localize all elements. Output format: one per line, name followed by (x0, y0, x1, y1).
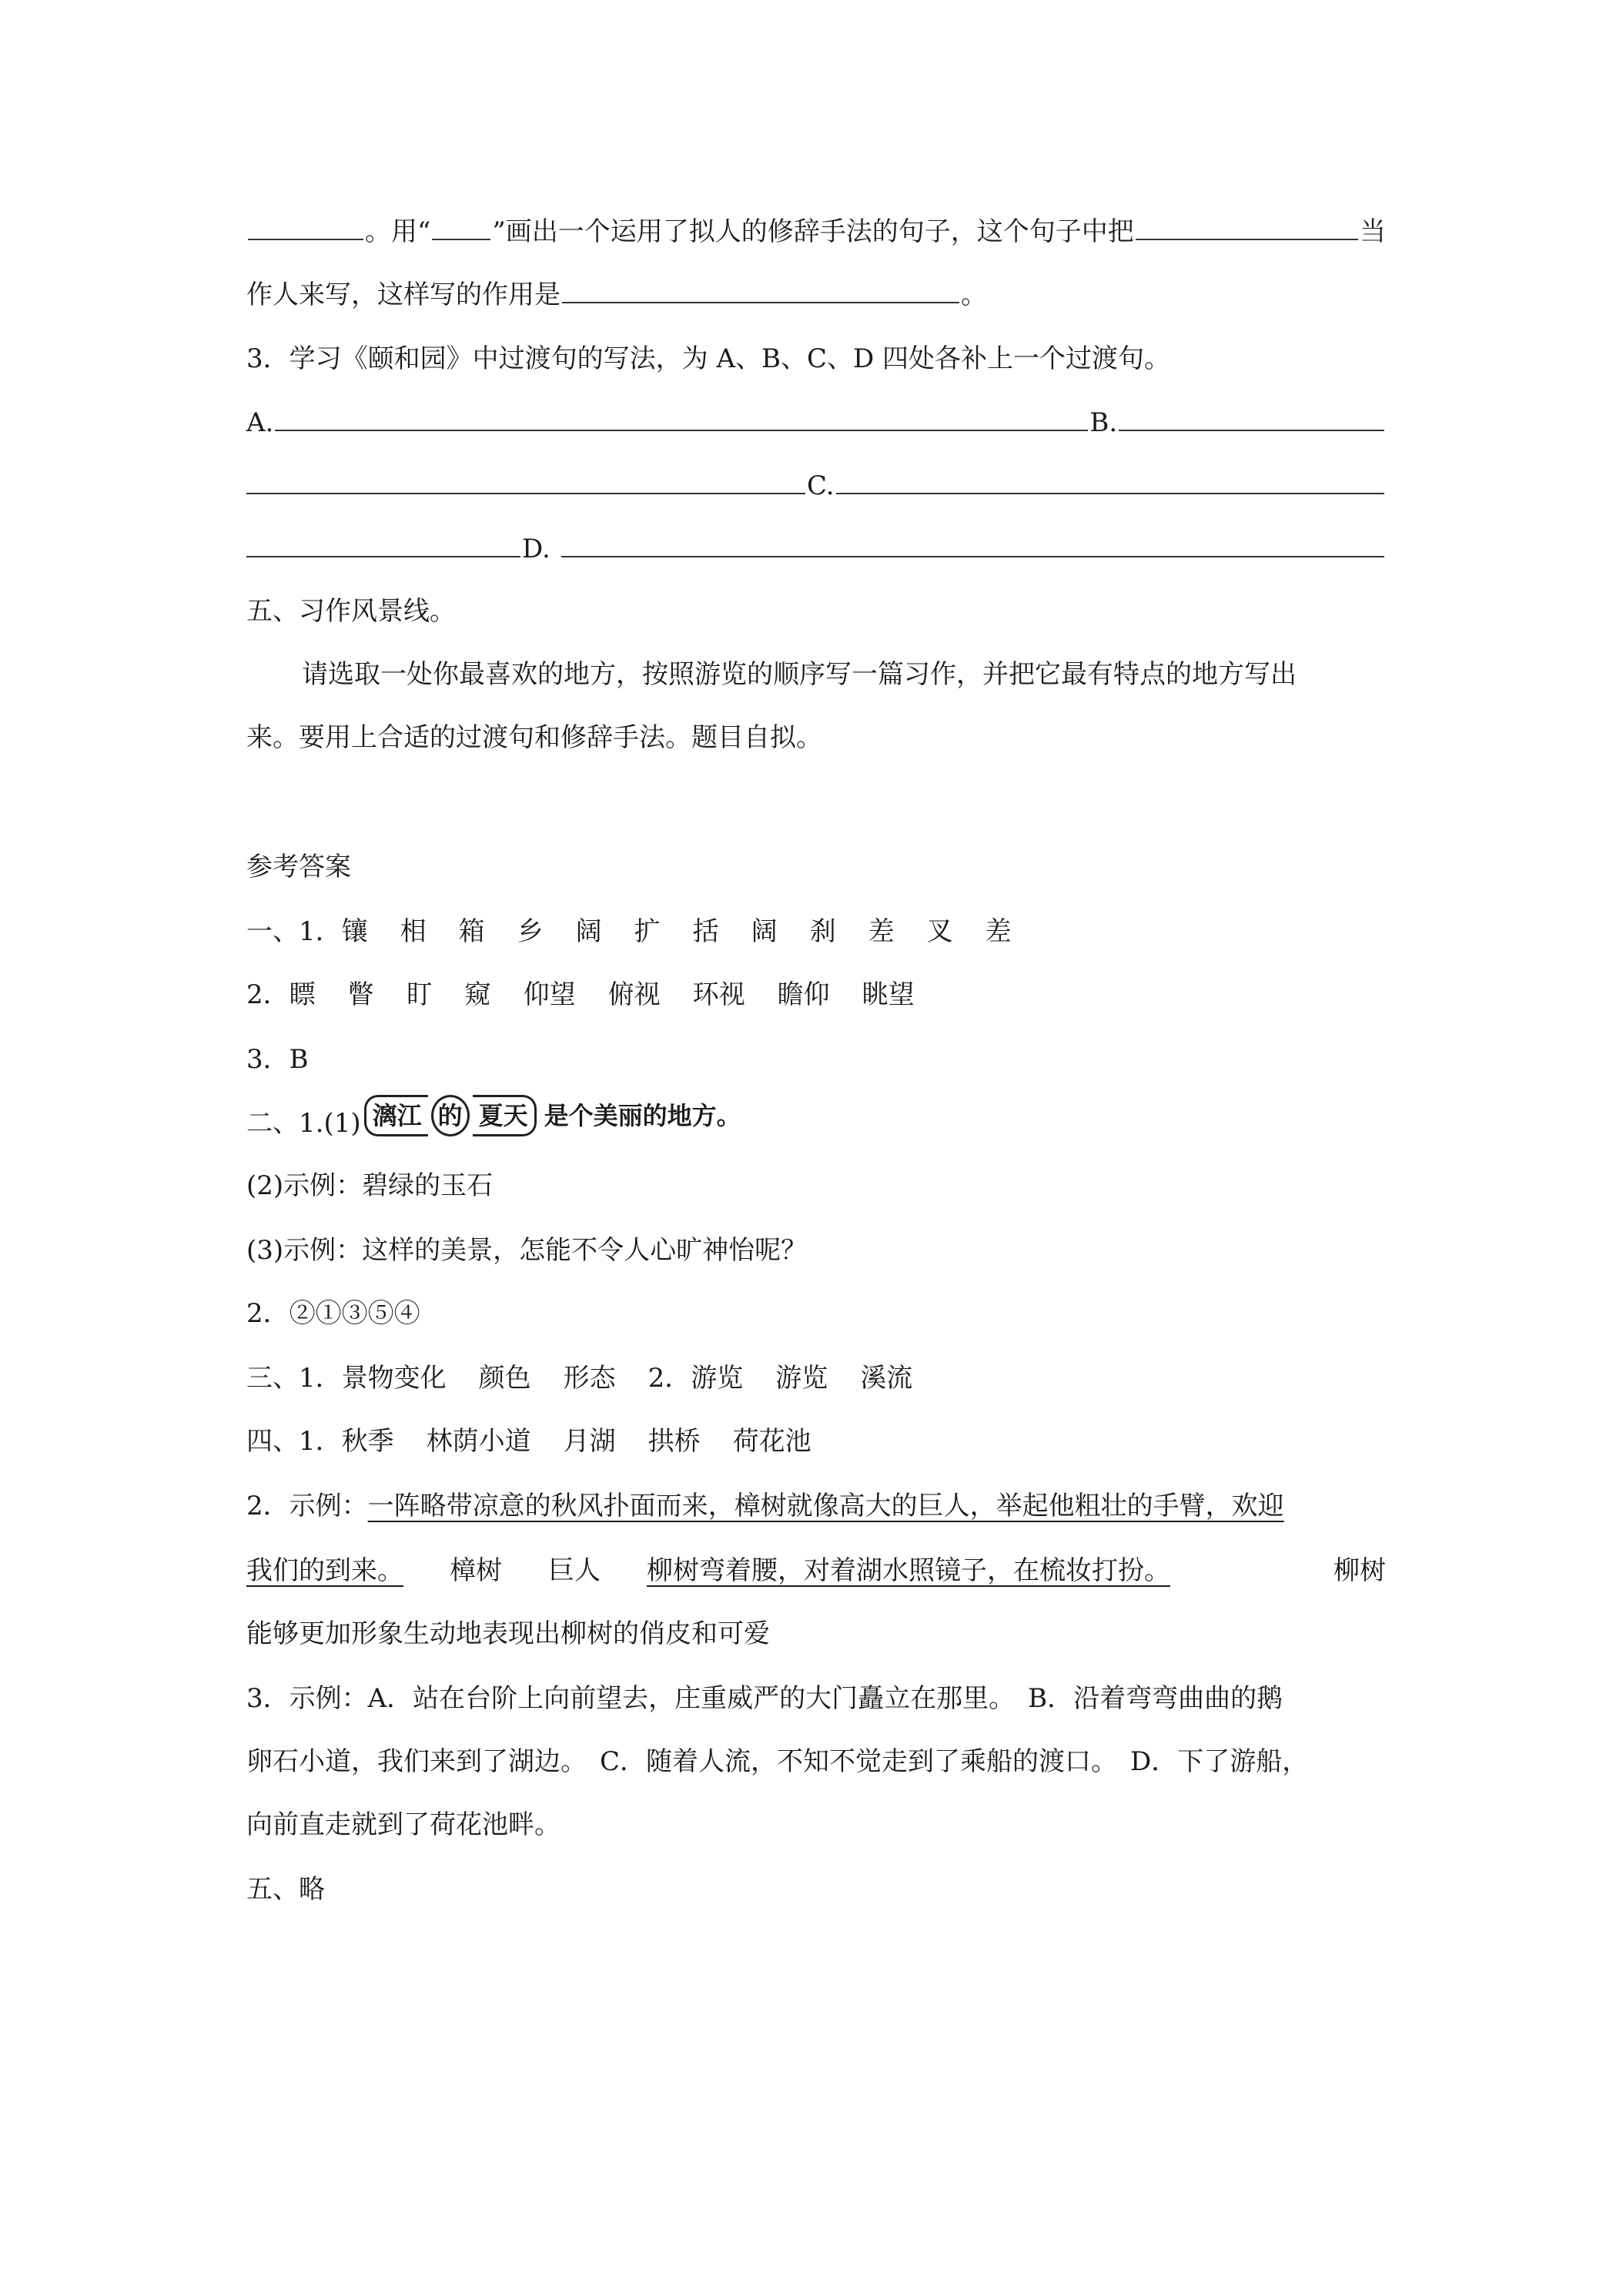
section-5-paragraph-line-1: 请选取一处你最喜欢的地方，按照游览的顺序写一篇习作，并把它最有特点的地方写出 (302, 659, 1297, 690)
answer-char: 阔 (751, 916, 778, 947)
text-segment: 当 (1360, 216, 1386, 247)
answer-4-1 (246, 1418, 1386, 1464)
answer-blank-c-cont[interactable] (246, 525, 520, 557)
answer-2-1 (246, 1099, 1386, 1146)
answer-word: 樟树 (450, 1555, 502, 1586)
answer-blank-b[interactable] (1119, 399, 1384, 431)
answer-char: 镶 (341, 916, 368, 947)
answer-word: 三、1．景物变化 (246, 1363, 447, 1394)
answer-word: 眺望 (862, 979, 915, 1010)
answer-4-2-line-2 (246, 1548, 1386, 1594)
answer-blank-c[interactable] (836, 462, 1384, 494)
answer-word: 四、1．秋季 (246, 1426, 394, 1457)
section-5-title: 五、习作风景线。 (246, 596, 456, 627)
bracketed-word: 漓江 (364, 1095, 428, 1136)
bracketed-word: 夏天 (473, 1095, 537, 1136)
answer-char: 差 (985, 916, 1012, 947)
answer-word: 颜色 (478, 1363, 531, 1394)
answer-char: 乡 (517, 916, 544, 947)
answer-word: 林荫小道 (426, 1426, 531, 1457)
answer-word: 瞻仰 (777, 979, 830, 1010)
answer-blank[interactable] (562, 271, 959, 303)
answer-word: 盯 (406, 979, 433, 1010)
underlined-sentence: 一阵略带凉意的秋风扑面而来，樟树就像高大的巨人，举起他粗壮的手臂，欢迎 (367, 1491, 1284, 1521)
answer-4-3-line-3: 向前直走就到了荷花池畔。 (246, 1809, 561, 1840)
sentence-rest: 是个美丽的地方。 (544, 1101, 741, 1130)
answer-blank[interactable] (1136, 208, 1358, 240)
circled-word: 的 (431, 1095, 470, 1136)
answer-word: 形态 (563, 1363, 616, 1394)
section-5-paragraph-line-2: 来。要用上合适的过渡句和修辞手法。题目自拟。 (246, 722, 822, 753)
answer-line-c (246, 462, 1386, 508)
question-3: 3．学习《颐和园》中过渡句的写法，为 A、B、C、D 四处各补上一个过渡句。 (246, 343, 1171, 374)
answer-char: 阔 (575, 916, 602, 947)
worksheet-page (246, 0, 1386, 2296)
answer-line-ab (246, 399, 1386, 445)
answer-word: 2．游览 (648, 1363, 744, 1394)
answer-word: 溪流 (860, 1363, 913, 1394)
answer-char: 扩 (634, 916, 661, 947)
answer-blank[interactable] (248, 208, 363, 240)
answer-char: 叉 (926, 916, 953, 947)
answer-word: 环视 (692, 979, 745, 1010)
answer-prefix: 2．示例： (246, 1491, 368, 1521)
answer-char: 刹 (809, 916, 836, 947)
answers-heading: 参考答案 (246, 852, 351, 882)
answer-word: 月湖 (563, 1426, 616, 1457)
underlined-sentence: 我们的到来。 (246, 1555, 403, 1586)
answer-prefix: 2． (246, 979, 289, 1010)
text-segment: 。用“ (365, 216, 431, 247)
answer-word: 巨人 (548, 1555, 601, 1586)
answer-4-2-line-1 (246, 1483, 1386, 1529)
answer-prefix: 一、1． (246, 916, 342, 947)
label-b: B. (1089, 407, 1118, 438)
quote-underline-sample (432, 208, 490, 240)
answer-blank-b-cont[interactable] (246, 462, 805, 494)
label-c: C. (807, 470, 835, 501)
answer-1-1 (246, 909, 1386, 955)
answer-blank-a[interactable] (275, 399, 1088, 431)
answer-2-1-2: (2)示例：碧绿的玉石 (246, 1170, 494, 1201)
answer-5: 五、略 (246, 1874, 325, 1905)
answer-prefix: 二、1.(1) (246, 1108, 361, 1139)
answer-char: 差 (868, 916, 895, 947)
underlined-sentence: 柳树弯着腰，对着湖水照镜子，在梳妆打扮。 (647, 1555, 1170, 1586)
answer-word: 荷花池 (732, 1426, 812, 1457)
answer-4-3-line-1: 3．示例：A．站在台阶上向前望去，庄重威严的大门矗立在那里。 B．沿着弯弯曲曲的鹅 (246, 1683, 1283, 1714)
answer-word: 瞥 (347, 979, 374, 1010)
answer-word: 窥 (464, 979, 491, 1010)
answer-2-2: 2．②①③⑤④ (246, 1298, 420, 1329)
answer-blank-d[interactable] (561, 525, 1384, 557)
answer-word: 柳树 (1334, 1555, 1386, 1586)
answer-1-3: 3．B (246, 1044, 309, 1075)
answer-word: 仰望 (523, 979, 576, 1010)
answer-3 (246, 1355, 1386, 1401)
label-a: A. (246, 407, 274, 438)
answer-1-2 (246, 972, 1386, 1018)
question-line-1 (246, 208, 1386, 254)
answer-word: 拱桥 (648, 1426, 701, 1457)
question-line-2 (246, 271, 1386, 317)
text-segment: 作人来写，这样写的作用是 (246, 279, 561, 310)
text-segment: ”画出一个运用了拟人的修辞手法的句子，这个句子中把 (492, 216, 1134, 247)
answer-char: 相 (400, 916, 427, 947)
answer-char: 括 (692, 916, 719, 947)
label-d: D. (522, 534, 550, 564)
answer-word: 游览 (775, 1363, 828, 1394)
answer-2-1-3: (3)示例：这样的美景，怎能不令人心旷神怡呢？ (246, 1235, 808, 1266)
text-segment: 。 (961, 279, 987, 310)
answer-4-3-line-2: 卵石小道，我们来到了湖边。 C．随着人流，不知不觉走到了乘船的渡口。 D．下了游船， (246, 1746, 1309, 1777)
answer-4-2-line-3: 能够更加形象生动地表现出柳树的俏皮和可爱 (246, 1618, 770, 1649)
answer-line-d (246, 525, 1386, 571)
answer-word: 瞟 (289, 979, 316, 1010)
answer-word: 俯视 (607, 979, 661, 1010)
sentence-analysis-image (361, 1092, 745, 1140)
answer-char: 箱 (458, 916, 485, 947)
